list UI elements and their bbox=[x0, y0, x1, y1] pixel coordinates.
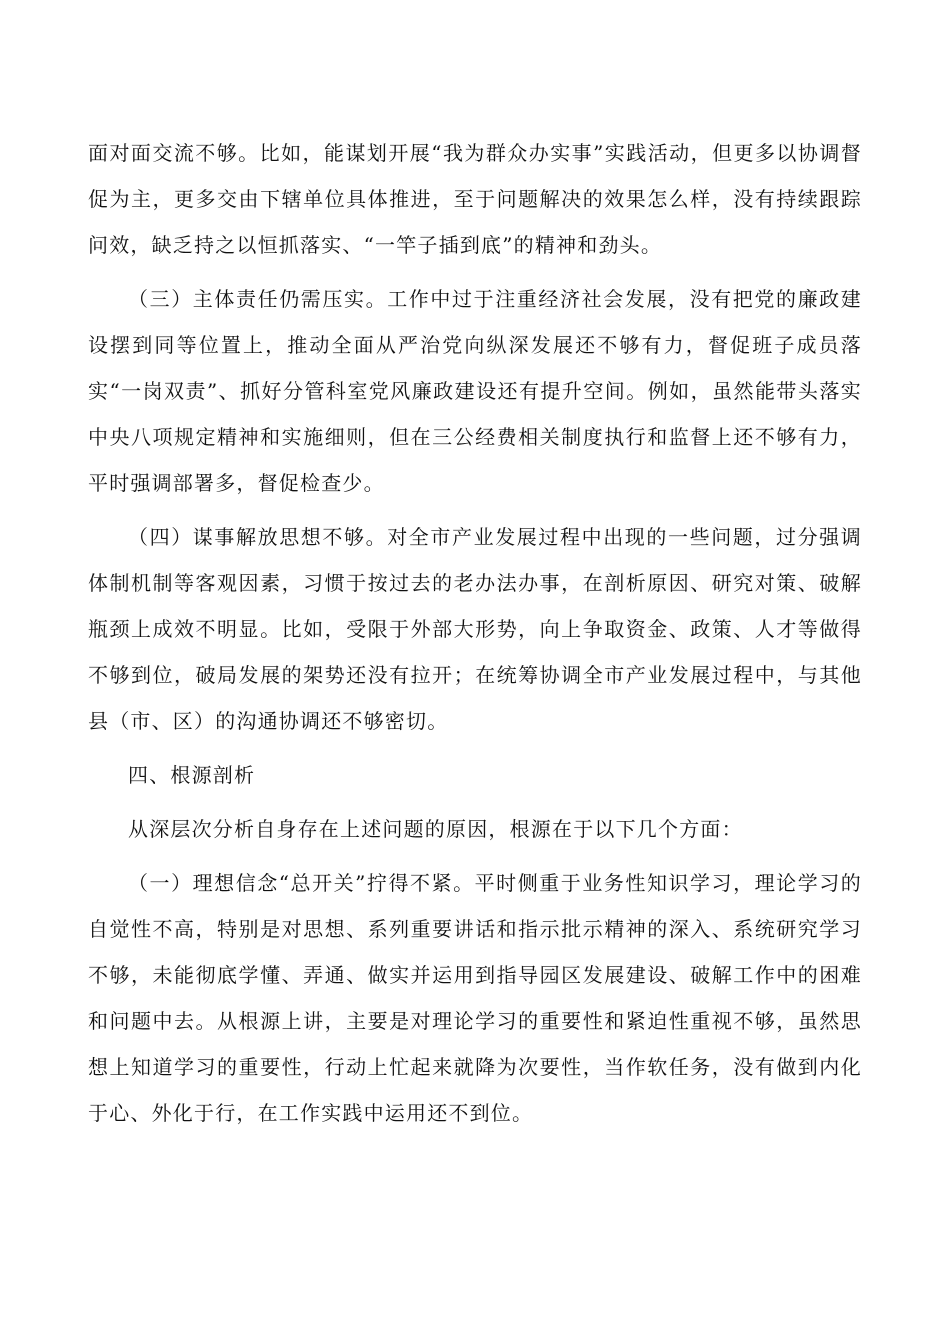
paragraph-root-1: （一）理想信念“总开关”拧得不紧。平时侧重于业务性知识学习，理论学习的自觉性不高，特别是对思想、系列重要讲话和指示批示精神的深入、系统研究学习不够，未能彻底学懂、弄通、做实并运用到指导园区发展建设、破解工作中的困难和问题中去。从根源上讲，主要是对理论学习的重要性和紧迫性重视不够，虽然思想上知道学习的重要性，行动上忙起来就降为次要性，当作软任务，没有做到内化于心、外化于行，在工作实践中运用还不到位。 bbox=[88, 871, 862, 1125]
document-body bbox=[88, 130, 862, 1144]
heading-root-cause-analysis: 四、根源剖析 bbox=[128, 763, 256, 787]
paragraph-continuation: 面对面交流不够。比如，能谋划开展“我为群众办实事”实践活动，但更多以协调督促为主，更多交由下辖单位具体推进，至于问题解决的效果怎么样，没有持续跟踪问效，缺乏持之以恒抓落实、“一竿子插到底”的精神和劲头。 bbox=[88, 141, 862, 257]
paragraph-section-4: （四）谋事解放思想不够。对全市产业发展过程中出现的一些问题，过分强调体制机制等客观因素，习惯于按过去的老办法办事，在剖析原因、研究对策、破解瓶颈上成效不明显。比如，受限于外部大形势，向上争取资金、政策、人才等做得不够到位，破局发展的架势还没有拉开；在统筹协调全市产业发展过程中，与其他县（市、区）的沟通协调还不够密切。 bbox=[88, 525, 862, 733]
paragraph-intro: 从深层次分析自身存在上述问题的原因，根源在于以下几个方面： bbox=[128, 817, 743, 841]
paragraph-section-3: （三）主体责任仍需压实。工作中过于注重经济社会发展，没有把党的廉政建设摆到同等位置上，推动全面从严治党向纵深发展还不够有力，督促班子成员落实“一岗双责”、抓好分管科室党风廉政建设还有提升空间。例如，虽然能带头落实中央八项规定精神和实施细则，但在三公经费相关制度执行和监督上还不够有力，平时强调部署多，督促检查少。 bbox=[88, 287, 862, 495]
